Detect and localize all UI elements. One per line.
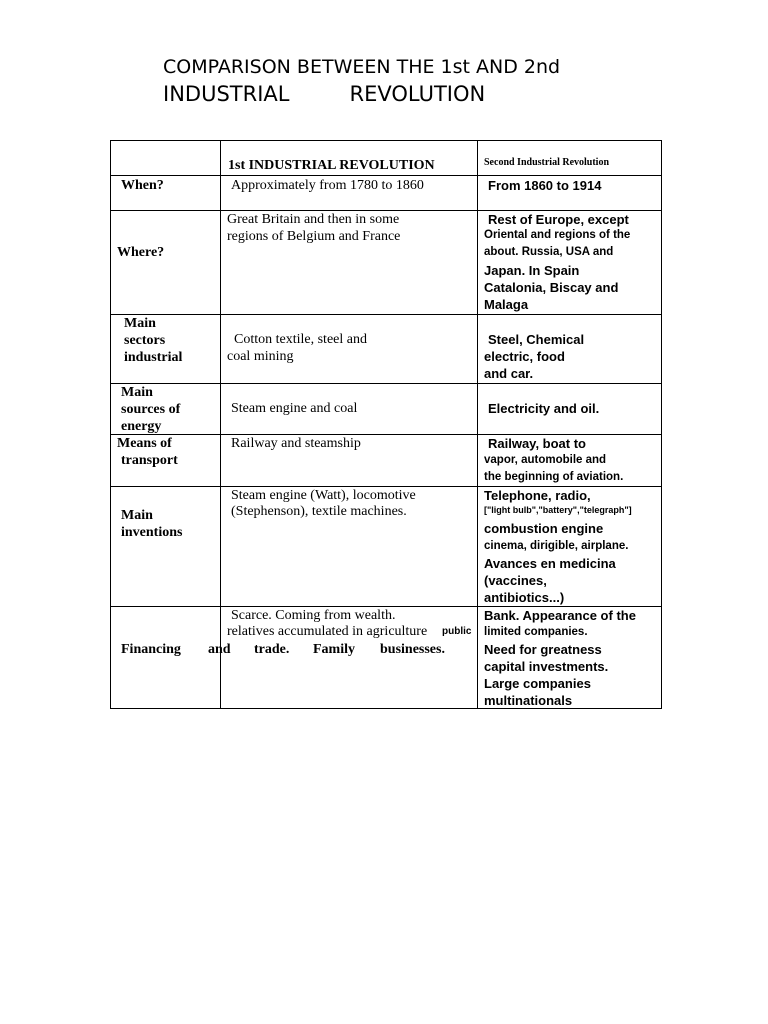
- header-first-revolution: 1st INDUSTRIAL REVOLUTION: [228, 158, 435, 173]
- first-financing-line-2: relatives accumulated in agriculture: [227, 624, 428, 639]
- label-financing-word-trade: trade.: [254, 642, 290, 657]
- table-row-energy: [111, 383, 661, 434]
- second-inventions-line-2: ["light bulb","battery","telegraph"]: [484, 505, 632, 515]
- document-title: [163, 54, 560, 108]
- first-cell-inventions: [221, 487, 478, 606]
- label-sectors-line-2: sectors: [124, 333, 166, 348]
- second-transport-line-2: vapor, automobile and: [484, 454, 607, 466]
- first-cell-where: [221, 211, 478, 314]
- first-where-line-1: Great Britain and then in some: [227, 212, 400, 227]
- second-where-line-4: Japan. In Spain: [484, 263, 580, 278]
- second-financing-line-3: Need for greatness: [484, 642, 602, 657]
- label-inventions-line-1: Main: [121, 508, 153, 523]
- second-cell-where: [478, 211, 661, 314]
- label-transport-line-2: transport: [121, 453, 178, 468]
- label-cell-sectors: [111, 315, 221, 383]
- second-inventions-line-6: (vaccines,: [484, 573, 547, 588]
- first-inventions-line-2: (Stephenson), textile machines.: [231, 504, 407, 519]
- second-inventions-line-1: Telephone, radio,: [484, 488, 591, 503]
- label-inventions-line-2: inventions: [121, 525, 183, 540]
- second-financing-line-4: capital investments.: [484, 659, 609, 674]
- title-line-1: COMPARISON BETWEEN THE 1st AND 2nd: [163, 56, 561, 78]
- header-cell-empty: [111, 141, 221, 175]
- second-when: From 1860 to 1914: [488, 178, 602, 193]
- label-financing-word-family: Family: [313, 642, 355, 657]
- second-where-line-5: Catalonia, Biscay and: [484, 280, 619, 295]
- second-sectors-line-1: Steel, Chemical: [488, 332, 585, 347]
- second-cell-financing: [478, 607, 661, 708]
- second-where-line-1: Rest of Europe, except: [488, 212, 629, 227]
- header-cell-second: [478, 141, 661, 175]
- second-where-line-3: about. Russia, USA and: [484, 246, 614, 258]
- table-header-row: [111, 141, 661, 175]
- table-row-sectors: [111, 314, 661, 383]
- second-energy: Electricity and oil.: [488, 401, 600, 416]
- first-cell-transport: [221, 435, 478, 486]
- table-row-financing: [111, 606, 661, 708]
- first-financing-line-1: Scarce. Coming from wealth.: [231, 608, 396, 623]
- label-sectors-line-3: industrial: [124, 350, 183, 365]
- second-financing-line-5: Large companies: [484, 676, 591, 691]
- header-cell-first: [221, 141, 478, 175]
- comparison-table: [110, 140, 662, 709]
- table-row-transport: [111, 434, 661, 486]
- second-inventions-line-3: combustion engine: [484, 521, 604, 536]
- second-inventions-line-4: cinema, dirigible, airplane.: [484, 540, 629, 552]
- first-sectors-line-2: coal mining: [227, 349, 294, 364]
- first-when: Approximately from 1780 to 1860: [231, 178, 424, 193]
- table-row-where: [111, 210, 661, 314]
- first-inventions-line-1: Steam engine (Watt), locomotive: [231, 488, 416, 503]
- label-cell-when: [111, 176, 221, 210]
- first-transport: Railway and steamship: [231, 436, 361, 451]
- table-row-inventions: [111, 486, 661, 606]
- first-energy: Steam engine and coal: [231, 401, 358, 416]
- second-cell-inventions: [478, 487, 661, 606]
- label-cell-transport: [111, 435, 221, 486]
- second-sectors-line-3: and car.: [484, 366, 534, 381]
- second-inventions-line-7: antibiotics...): [484, 590, 565, 605]
- second-where-line-2: Oriental and regions of the: [484, 229, 631, 241]
- label-sectors-line-1: Main: [124, 316, 156, 331]
- label-cell-energy: [111, 384, 221, 434]
- label-financing: Financing: [121, 642, 181, 657]
- label-cell-financing: [111, 607, 221, 708]
- label-energy-line-2: sources of: [121, 402, 181, 417]
- first-financing-overlap: public: [442, 626, 472, 637]
- second-financing-line-6: multinationals: [484, 693, 573, 708]
- second-inventions-line-5: Avances en medicina: [484, 556, 616, 571]
- second-transport-line-1: Railway, boat to: [488, 436, 586, 451]
- second-financing-line-1: Bank. Appearance of the: [484, 608, 636, 623]
- title-line-2: INDUSTRIAL REVOLUTION: [163, 82, 486, 106]
- second-where-line-6: Malaga: [484, 297, 529, 312]
- first-cell-sectors: [221, 315, 478, 383]
- label-cell-inventions: [111, 487, 221, 606]
- first-cell-when: [221, 176, 478, 210]
- label-energy-line-3: energy: [121, 419, 162, 434]
- header-second-revolution: Second Industrial Revolution: [484, 157, 610, 168]
- label-energy-line-1: Main: [121, 385, 153, 400]
- first-sectors-line-1: Cotton textile, steel and: [234, 332, 367, 347]
- label-financing-word-and: and: [208, 642, 231, 657]
- label-cell-where: [111, 211, 221, 314]
- second-cell-when: [478, 176, 661, 210]
- second-transport-line-3: the beginning of aviation.: [484, 471, 624, 483]
- label-financing-word-businesses: businesses.: [380, 642, 445, 657]
- table-row-when: [111, 175, 661, 210]
- second-cell-transport: [478, 435, 661, 486]
- label-transport-line-1: Means of: [117, 436, 172, 451]
- first-cell-energy: [221, 384, 478, 434]
- second-cell-energy: [478, 384, 661, 434]
- second-cell-sectors: [478, 315, 661, 383]
- first-where-line-2: regions of Belgium and France: [227, 229, 401, 244]
- second-financing-line-2: limited companies.: [484, 626, 588, 638]
- label-where: Where?: [117, 245, 165, 260]
- label-when: When?: [121, 178, 164, 193]
- second-sectors-line-2: electric, food: [484, 349, 565, 364]
